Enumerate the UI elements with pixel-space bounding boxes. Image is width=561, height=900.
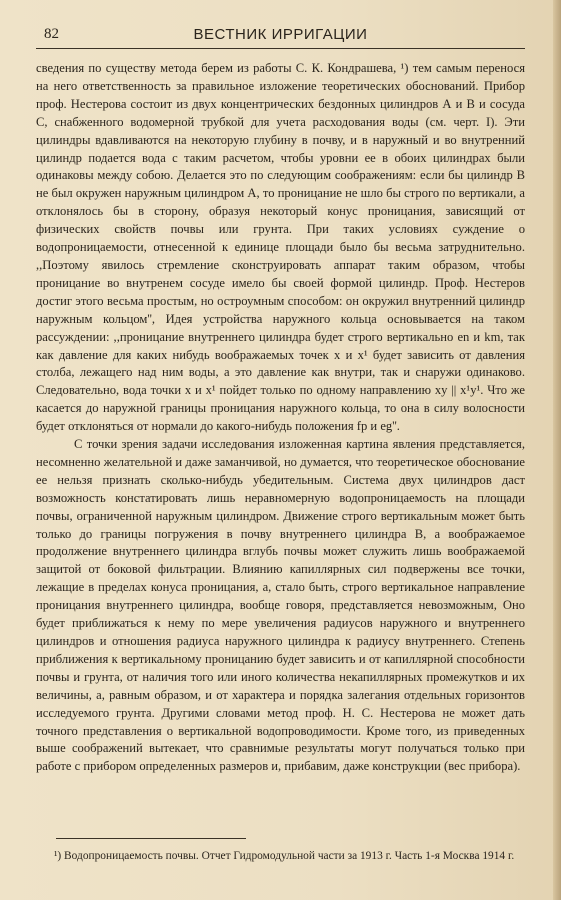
body-paragraph-2: С точки зрения задачи исследования изложенная картина явления представляется, несомненно желательной и даже заманчивой, но думается, что теоретическое обоснование ее нельзя признать сколько-нибудь убедительным. Система двух цилиндров даст возможность констатировать лишь неравномерную водопроницаемость на площади почвы, ограниченной наружным цилиндром. Движение строго вертикальным может быть только до границы погружения в почву внутреннего цилиндра В, а воображаемое продолжение внутреннего цилиндра вглубь почвы может служить лишь воображаемой защитой от боковой фильтрации. Влиянию капиллярных сил подвержены все точки, лежащие в пределах конуса проницания, а, стало быть, строго вертикальное направление проницания внутреннего цилиндра, вообще говоря, представляется невозможным, Оно будет приближаться к нему по мере увеличения радиусов наружного и внутреннего цилиндров и отношения радиуса наружного цилиндра к радиусу внутреннего. Степень приближения к вертикальному проницанию будет зависить и от капиллярной способности почвы и грунта, от наличия того или иного количества некапиллярных промежутков и их величины, а, равным образом, и от характера и порядка залегания отдельных горизонтов исследуемого грунта. Другими словами метод проф. Н. С. Нестерова не может дать точного представления о вертикальной водопроводимости. Кроме того, из приведенных выше соображений вытекает, что сравнимые результаты могут получаться только при работе с прибором определенных размеров и, прибавим, даже конструкции (вес прибора). — [36, 437, 525, 774]
footnote-rule — [56, 838, 246, 839]
body-paragraph-1: сведения по существу метода берем из работы С. К. Кондрашева, ¹) тем самым перенося на него ответственность за правильное изложение теоретических обоснований. Прибор проф. Нестерова состоит из двух концентрических бездонных цилиндров А и В и сосуда С, снабженного водомерной трубкой для учета расходования воды (см. черт. I). Эти цилиндры вдавливаются на некоторую глубину в почву, и в наружный и во внутренний цилиндр подается вода с таким расчетом, чтобы уровни ее в обоих цилиндрах были одинаковы между собою. Делается это по следующим соображениям: если бы цилиндр В не был окружен наружным цилиндром А, то проницание не шло бы строго по вертикали, а отклонялось бы в сторону, образуя некоторый конус проницания, зависящий от физических свойств почвы или грунта. При таких условиях суждение о водопроницаемости, отнесенной к единице площади было бы весьма затруднительно. ,,Поэтому явилось стремление сконструировать аппарат таким образом, чтобы проницание во внутренем сосуде имело бы своей формой цилиндр. Проф. Нестеров достиг этого весьма простым, но остроумным способом: он окружил внутренний цилиндр наружным кольцом'', Идея устройства наружного кольца основывается на таком рассуждении: ,,проницание внутреннего цилиндра будет строго вертикально en и km, так как давление для каких нибудь воображаемых точек x и x¹ будет зависить от давления столба, лежащего над ним воды, а это давление как внутри, так и снаружи одинаково. Следовательно, вода точки x и x¹ пойдет только по одному направлению xy || x¹y¹. Что же касается до наружной границы проницания наружного кольца, то она в силу волосности будет отклоняться от нормали до какого-нибудь положения fp и eg''. — [36, 61, 525, 434]
page-spine-shadow — [553, 0, 561, 900]
header-rule — [36, 48, 525, 49]
article-body — [36, 60, 525, 776]
footnote: ¹) Водопроницаемость почвы. Отчет Гидромодульной части за 1913 г. Часть 1-я Москва 1914 г. — [54, 850, 515, 862]
page-number: 82 — [44, 26, 59, 42]
page-header — [36, 26, 525, 48]
running-title: ВЕСТНИК ИРРИГАЦИИ — [193, 26, 368, 43]
